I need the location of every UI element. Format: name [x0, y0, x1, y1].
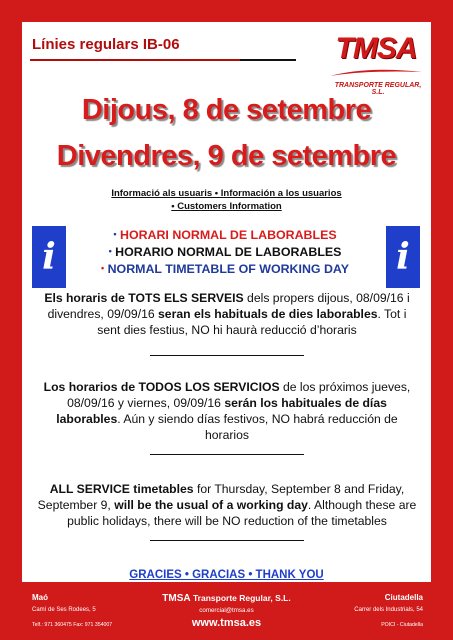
paragraph-english [36, 481, 418, 529]
paragraph-text: . Tot i sent dies festius, NO hi haurà reducció d’horaris [97, 307, 407, 337]
paragraph-text: de los próximos jueves, 08/09/16 y viernes, 09/09/16 [67, 380, 411, 410]
headline-friday: Divendres, 9 de setembre [56, 140, 397, 172]
timetable-english-text: NORMAL TIMETABLE OF WORKING DAY [107, 262, 349, 276]
separator-line [150, 540, 304, 541]
paragraph-bold: Els horaris de TOTS ELS SERVEIS [44, 291, 244, 305]
logo-subtitle: TRANSPORTE REGULAR, S.L. [334, 82, 422, 96]
paragraph-text: . Although these are public holidays, there will be NO reduction of the timetables [67, 498, 417, 528]
paragraph-bold: ALL SERVICE timetables [49, 482, 194, 496]
timetable-spanish-text: HORARIO NORMAL DE LABORABLES [115, 245, 342, 259]
frame-left [0, 0, 22, 640]
bullet: • [113, 229, 117, 239]
logo-swoosh-icon [328, 66, 424, 80]
footer-website-link[interactable]: www.tmsa.es [191, 617, 262, 629]
frame-top [0, 0, 453, 22]
paragraph-catalan [36, 290, 418, 338]
info-icon-right: i [386, 226, 420, 288]
footer-right-address: Carrer dels Industrials, 54 [354, 607, 423, 613]
info-icon-left: i [32, 226, 66, 288]
paragraph-bold: will be the usual of a working day [114, 498, 308, 512]
thanks-message: GRACIES • GRACIAS • THANK YOU [129, 569, 324, 581]
footer-left-address: Camí de Ses Rodees, 5 [32, 607, 96, 613]
notice-page [22, 22, 431, 582]
footer-company-name: TMSA [162, 593, 191, 604]
footer-right-area: POICI - Ciutadella [381, 622, 423, 628]
paragraph-bold: seran els habituals de dies laborables [158, 307, 378, 321]
tmsa-logo [328, 32, 424, 94]
bullet: • [101, 263, 105, 273]
footer-right-city: Ciutadella [384, 593, 423, 602]
logo-text: TMSA [335, 32, 417, 65]
headline-thursday: Dijous, 8 de setembre [81, 94, 372, 126]
paragraph-spanish [36, 379, 418, 443]
separator-line [150, 355, 304, 356]
timetable-catalan [66, 227, 384, 243]
info-line-2: • Customers Information [171, 201, 282, 212]
line-title: Línies regulars IB-06 [32, 36, 180, 53]
paragraph-bold: serán los habituales de días laborables [56, 396, 387, 426]
footer-email-link[interactable]: comercial@tmsa.es [199, 607, 254, 614]
paragraph-text: . Aún y siendo días festivos, NO habrá reducción de horarios [117, 412, 398, 442]
footer-phone-fax: Telf.: 971 360475 Fax: 971 354007 [32, 622, 113, 628]
info-line-1: Informació als usuaris • Información a los usuarios [111, 188, 342, 199]
paragraph-bold: Los horarios de TODOS LOS SERVICIOS [43, 380, 280, 394]
frame-right [431, 0, 453, 640]
footer-company-rest: Transporte Regular, S.L. [190, 593, 291, 603]
separator-line [150, 454, 304, 455]
bullet: • [108, 246, 112, 256]
paragraph-text: for Thursday, September 8 and Friday, September 9, [37, 482, 405, 512]
title-underline-accent [240, 59, 296, 61]
timetable-catalan-text: HORARI NORMAL DE LABORABLES [120, 228, 337, 242]
paragraph-text: dels propers dijous, 08/09/16 i divendres, 09/09/16 [47, 291, 410, 321]
timetable-english [66, 261, 384, 277]
timetable-spanish [66, 244, 384, 260]
footer-left-city: Maó [32, 593, 48, 602]
